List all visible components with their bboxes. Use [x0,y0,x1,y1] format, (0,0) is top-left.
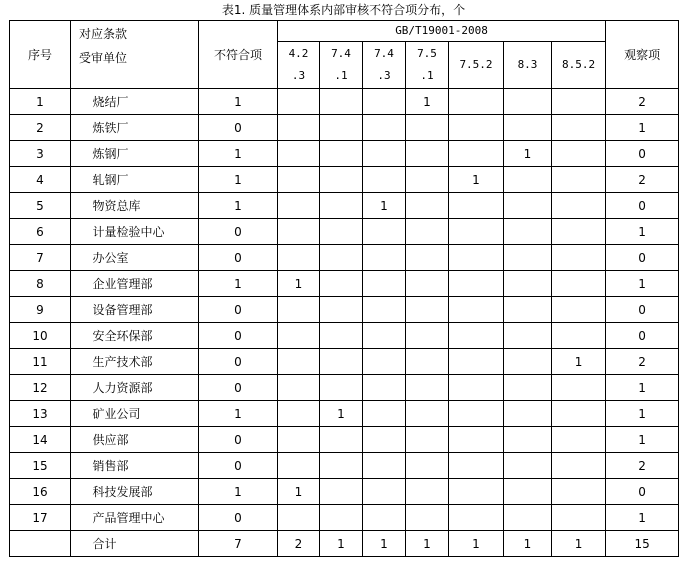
table-row [10,427,679,453]
clause-line1: 7.4 [374,47,394,60]
cell-seq: 16 [10,479,71,505]
cell-clause-6: 1 [504,141,552,167]
cell-clause-5 [449,219,504,245]
cell-seq: 13 [10,401,71,427]
cell-clause-7 [552,427,606,453]
cell-clause-4 [406,297,449,323]
cell-clause-4 [406,375,449,401]
cell-clause-1 [278,349,320,375]
cell-noncon: 0 [199,505,278,531]
clause-line2: .1 [420,69,434,82]
cell-seq: 2 [10,115,71,141]
cell-clause-6 [504,193,552,219]
cell-clause-7 [552,245,606,271]
cell-clause-4: 1 [406,89,449,115]
cell-noncon: 0 [199,375,278,401]
header-clause-5 [449,42,504,89]
cell-clause-7 [552,323,606,349]
cell-clause-3 [363,219,406,245]
table-row [10,245,679,271]
cell-clause-3 [363,89,406,115]
cell-clause-1 [278,427,320,453]
cell-clause-6 [504,427,552,453]
cell-clause-2 [320,219,363,245]
cell-clause-1 [278,141,320,167]
cell-clause-7 [552,193,606,219]
cell-noncon: 0 [199,219,278,245]
cell-noncon: 0 [199,453,278,479]
table-row [10,297,679,323]
cell-clause-1: 1 [278,479,320,505]
cell-unit: 物资总库 [71,193,199,219]
cell-clause-5 [449,141,504,167]
header-observe: 观察项 [606,21,679,89]
cell-seq: 8 [10,271,71,297]
clause-line1: 4.2 [288,47,309,60]
cell-clause-1 [278,453,320,479]
header-standard: GB/T19001-2008 [278,21,606,42]
cell-clause-4 [406,401,449,427]
table-row [10,167,679,193]
cell-unit: 炼钢厂 [71,141,199,167]
cell-clause-6 [504,167,552,193]
cell-clause-4 [406,245,449,271]
cell-clause-2 [320,271,363,297]
clause-line1: 8.5.2 [561,58,596,71]
cell-clause-3 [363,479,406,505]
cell-clause-2 [320,193,363,219]
cell-noncon: 1 [199,89,278,115]
cell-clause-1 [278,505,320,531]
header-clause-7 [552,42,606,89]
cell-clause-5 [449,479,504,505]
cell-clause-3 [363,141,406,167]
cell-clause-3: 1 [363,531,406,557]
cell-clause-6 [504,349,552,375]
table-row [10,505,679,531]
cell-clause-1 [278,245,320,271]
cell-unit: 矿业公司 [71,401,199,427]
cell-observe: 1 [606,375,679,401]
cell-unit: 烧结厂 [71,89,199,115]
cell-clause-2 [320,167,363,193]
cell-clause-2 [320,141,363,167]
cell-clause-5 [449,401,504,427]
cell-clause-5 [449,453,504,479]
table-row [10,375,679,401]
cell-clause-1 [278,323,320,349]
cell-clause-6 [504,115,552,141]
cell-clause-1 [278,375,320,401]
cell-clause-6 [504,89,552,115]
cell-unit: 企业管理部 [71,271,199,297]
cell-clause-7 [552,297,606,323]
header-clause-2 [320,42,363,89]
cell-clause-4 [406,479,449,505]
cell-clause-6 [504,271,552,297]
cell-clause-2 [320,245,363,271]
cell-seq: 10 [10,323,71,349]
cell-clause-3 [363,245,406,271]
cell-observe: 2 [606,89,679,115]
clause-line1: 7.5.2 [459,58,493,71]
cell-clause-2 [320,323,363,349]
cell-seq: 1 [10,89,71,115]
cell-clause-5: 1 [449,167,504,193]
cell-clause-2 [320,479,363,505]
table-row [10,401,679,427]
cell-clause-4 [406,193,449,219]
cell-observe: 1 [606,505,679,531]
header-clause-1 [278,42,320,89]
cell-clause-2 [320,453,363,479]
clause-line1: 7.4 [331,47,351,60]
cell-clause-3 [363,115,406,141]
cell-clause-7 [552,141,606,167]
cell-clause-4 [406,271,449,297]
cell-clause-1 [278,115,320,141]
cell-noncon: 7 [199,531,278,557]
clause-line2: .3 [291,69,306,82]
table-row [10,193,679,219]
cell-clause-4: 1 [406,531,449,557]
cell-clause-5 [449,323,504,349]
cell-clause-4 [406,167,449,193]
table-row [10,479,679,505]
cell-clause-5 [449,375,504,401]
cell-clause-5 [449,193,504,219]
cell-seq: 9 [10,297,71,323]
cell-clause-5 [449,349,504,375]
cell-unit: 人力资源部 [71,375,199,401]
cell-clause-6 [504,479,552,505]
cell-unit: 炼铁厂 [71,115,199,141]
cell-noncon: 0 [199,245,278,271]
cell-clause-7 [552,271,606,297]
cell-clause-3 [363,349,406,375]
cell-noncon: 1 [199,401,278,427]
cell-seq: 7 [10,245,71,271]
cell-seq: 3 [10,141,71,167]
clause-line1: 7.5 [417,47,437,60]
cell-seq [10,531,71,557]
cell-noncon: 1 [199,193,278,219]
cell-clause-1: 2 [278,531,320,557]
cell-seq: 5 [10,193,71,219]
cell-clause-3: 1 [363,193,406,219]
cell-clause-6 [504,297,552,323]
cell-clause-2 [320,427,363,453]
table-row [10,349,679,375]
cell-clause-5: 1 [449,531,504,557]
cell-unit: 生产技术部 [71,349,199,375]
cell-clause-2: 1 [320,401,363,427]
cell-observe: 2 [606,349,679,375]
cell-clause-4 [406,115,449,141]
clause-line1: 8.3 [517,58,538,71]
cell-seq: 6 [10,219,71,245]
cell-clause-6 [504,219,552,245]
cell-observe: 15 [606,531,679,557]
cell-clause-3 [363,375,406,401]
cell-observe: 1 [606,401,679,427]
cell-observe: 0 [606,141,679,167]
cell-seq: 15 [10,453,71,479]
clause-line2: .1 [334,69,348,82]
cell-clause-3 [363,271,406,297]
cell-clause-6: 1 [504,531,552,557]
cell-clause-2 [320,349,363,375]
table-row [10,453,679,479]
cell-clause-7 [552,505,606,531]
cell-clause-7: 1 [552,531,606,557]
table-title: 表1. 质量管理体系内部审核不符合项分布，个 [221,3,466,17]
cell-clause-3 [363,401,406,427]
cell-clause-2 [320,505,363,531]
total-row [10,531,679,557]
cell-observe: 0 [606,323,679,349]
cell-clause-3 [363,453,406,479]
cell-observe: 1 [606,115,679,141]
header-seq: 序号 [10,21,71,89]
cell-clause-3 [363,323,406,349]
cell-clause-4 [406,453,449,479]
cell-clause-6 [504,323,552,349]
cell-noncon: 0 [199,297,278,323]
cell-clause-2 [320,115,363,141]
table-row [10,219,679,245]
cell-noncon: 1 [199,141,278,167]
header-clause-4 [406,42,449,89]
cell-clause-1: 1 [278,271,320,297]
header-corner-clause: 对应条款 [79,27,128,41]
cell-observe: 0 [606,479,679,505]
cell-unit: 销售部 [71,453,199,479]
cell-unit: 办公室 [71,245,199,271]
cell-seq: 4 [10,167,71,193]
cell-clause-3 [363,297,406,323]
cell-clause-7 [552,219,606,245]
cell-clause-7 [552,89,606,115]
cell-clause-1 [278,401,320,427]
cell-clause-4 [406,219,449,245]
cell-observe: 0 [606,245,679,271]
cell-unit: 科技发展部 [71,479,199,505]
cell-clause-4 [406,349,449,375]
cell-clause-5 [449,89,504,115]
cell-clause-6 [504,453,552,479]
cell-clause-1 [278,297,320,323]
cell-seq: 12 [10,375,71,401]
header-corner [71,21,199,89]
cell-clause-7 [552,167,606,193]
table-row [10,115,679,141]
cell-clause-4 [406,505,449,531]
cell-seq: 17 [10,505,71,531]
cell-clause-5 [449,505,504,531]
cell-observe: 1 [606,427,679,453]
cell-unit: 设备管理部 [71,297,199,323]
cell-clause-4 [406,427,449,453]
cell-noncon: 0 [199,427,278,453]
cell-clause-7 [552,375,606,401]
cell-unit: 计量检验中心 [71,219,199,245]
cell-clause-1 [278,219,320,245]
cell-clause-2 [320,375,363,401]
header-corner-unit: 受审单位 [79,51,128,65]
cell-unit: 合计 [71,531,199,557]
cell-noncon: 0 [199,349,278,375]
table-row [10,323,679,349]
cell-noncon: 1 [199,479,278,505]
cell-clause-5 [449,297,504,323]
cell-clause-4 [406,141,449,167]
cell-noncon: 1 [199,271,278,297]
cell-clause-7 [552,453,606,479]
clause-line2: .3 [377,69,391,82]
cell-clause-3 [363,427,406,453]
cell-unit: 供应部 [71,427,199,453]
cell-clause-1 [278,193,320,219]
cell-unit: 轧钢厂 [71,167,199,193]
cell-clause-4 [406,323,449,349]
table-row [10,141,679,167]
cell-clause-7: 1 [552,349,606,375]
cell-noncon: 0 [199,115,278,141]
cell-observe: 1 [606,271,679,297]
table-row [10,271,679,297]
cell-clause-6 [504,401,552,427]
cell-observe: 0 [606,193,679,219]
cell-observe: 2 [606,453,679,479]
cell-observe: 1 [606,219,679,245]
cell-clause-6 [504,245,552,271]
cell-unit: 安全环保部 [71,323,199,349]
cell-clause-2 [320,89,363,115]
nonconformity-table [9,20,679,557]
cell-clause-6 [504,505,552,531]
cell-clause-2 [320,297,363,323]
cell-seq: 11 [10,349,71,375]
cell-clause-1 [278,167,320,193]
cell-clause-2: 1 [320,531,363,557]
cell-clause-3 [363,167,406,193]
header-clause-6 [504,42,552,89]
cell-clause-7 [552,479,606,505]
cell-clause-3 [363,505,406,531]
cell-noncon: 0 [199,323,278,349]
cell-clause-5 [449,245,504,271]
cell-seq: 14 [10,427,71,453]
cell-unit: 产品管理中心 [71,505,199,531]
cell-clause-1 [278,89,320,115]
cell-clause-7 [552,115,606,141]
cell-clause-5 [449,115,504,141]
header-clause-3 [363,42,406,89]
cell-clause-5 [449,271,504,297]
header-noncon: 不符合项 [199,21,278,89]
cell-clause-5 [449,427,504,453]
cell-clause-6 [504,375,552,401]
cell-clause-7 [552,401,606,427]
table-row [10,89,679,115]
cell-observe: 0 [606,297,679,323]
cell-observe: 2 [606,167,679,193]
cell-noncon: 1 [199,167,278,193]
